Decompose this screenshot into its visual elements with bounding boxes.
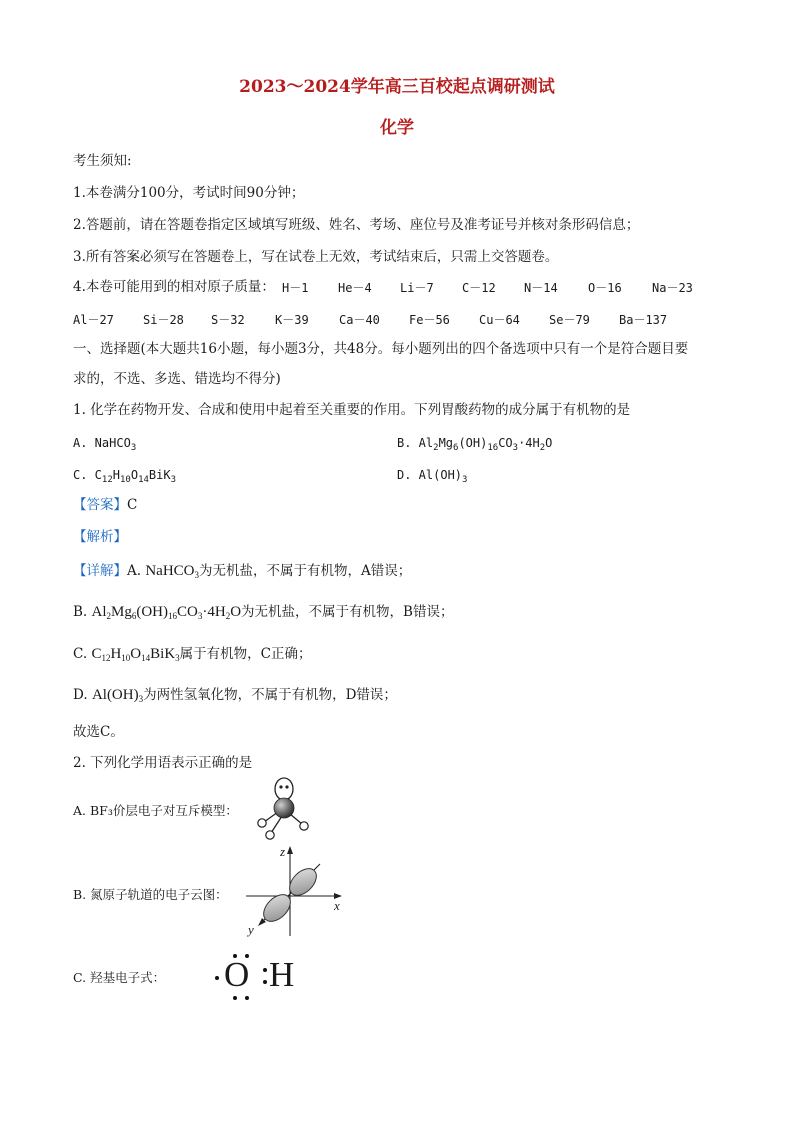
bond-right bbox=[290, 814, 302, 824]
answer-label: 【答案】 bbox=[73, 497, 127, 513]
mass-fe: Fe－56 bbox=[409, 313, 450, 327]
q1-option-b: B. $Al_2Mg_6(OH)_{16}CO_3\cdot 4H_2O$ bbox=[397, 436, 553, 453]
lewis-dot-bond-1 bbox=[263, 968, 267, 972]
q1-option-a-label: A. bbox=[73, 436, 88, 450]
hydroxyl-lewis-structure bbox=[212, 950, 308, 1004]
q1-conclusion: 故选C。 bbox=[73, 724, 124, 740]
mass-h: H－1 bbox=[282, 281, 309, 295]
bond-lower bbox=[271, 816, 282, 833]
exam-title: 2023～2024学年高三百校起点调研测试 bbox=[239, 77, 555, 97]
notice-item-2: 2.答题前，请在答题卷指定区域填写班级、姓名、考场、座位号及准考证号并核对条形码信息； bbox=[73, 217, 640, 233]
q1-option-a: A. NaHCO$_3$ bbox=[73, 436, 137, 453]
detail-b-text: 为无机盐，不属于有机物，B错误； bbox=[241, 604, 454, 620]
outer-atom-lower bbox=[266, 831, 274, 839]
mass-li: Li－7 bbox=[400, 281, 434, 295]
mass-al: Al－27 bbox=[73, 313, 114, 327]
mass-k: K－39 bbox=[275, 313, 309, 327]
section-heading-line-2: 求的，不选、多选、错选均不得分) bbox=[73, 371, 281, 387]
notice-item-3: 3.所有答案必须写在答题卷上，写在试卷上无效，考试结束后，只需上交答题卷。 bbox=[73, 249, 559, 265]
q1-option-c-label: C. bbox=[73, 468, 88, 482]
section-heading-line-1: 一、选择题(本大题共16小题，每小题3分，共48分。每小题列出的四个备选项中只有一个是符合题目要 bbox=[73, 341, 689, 357]
atomic-masses-row-1 bbox=[282, 279, 693, 297]
q1-detail-d bbox=[73, 686, 397, 708]
outer-atom-left bbox=[258, 819, 266, 827]
question-1-stem: 1. 化学在药物开发、合成和使用中起着至关重要的作用。下列胃酸药物的成分属于有机物的是 bbox=[73, 402, 631, 418]
q1-analysis bbox=[73, 528, 127, 546]
q1-option-d: D. $Al(OH)_3$ bbox=[397, 468, 468, 485]
q1-detail-b bbox=[73, 603, 453, 625]
q1-option-b-label: B. bbox=[397, 436, 412, 450]
outer-atom-right bbox=[300, 822, 308, 830]
axis-z-label: z bbox=[280, 844, 286, 859]
q1-answer bbox=[73, 496, 137, 514]
analysis-label: 【解析】 bbox=[73, 529, 127, 545]
notice-heading: 考生须知: bbox=[73, 153, 132, 169]
q2-option-b: B. 氮原子轨道的电子云图： bbox=[73, 887, 228, 902]
notice-item-4 bbox=[73, 278, 275, 296]
detail-c-prefix: C. bbox=[73, 646, 88, 662]
mass-ca: Ca－40 bbox=[339, 313, 380, 327]
mass-se: Se－79 bbox=[549, 313, 590, 327]
vsepr-model-figure bbox=[252, 776, 312, 842]
detail-c-text: 属于有机物，C正确； bbox=[179, 646, 312, 662]
q2-option-a: A. BF₃价层电子对互斥模型： bbox=[73, 803, 238, 818]
detail-d-text: 为两性氢氧化物，不属于有机物，D错误； bbox=[143, 687, 397, 703]
detail-d-prefix: D. bbox=[73, 687, 88, 703]
q1-detail-c bbox=[73, 645, 312, 667]
axis-x-label: x bbox=[334, 898, 340, 913]
detail-a-text: 为无机盐，不属于有机物，A错误； bbox=[199, 563, 412, 579]
subject-title: 化学 bbox=[380, 118, 414, 138]
q1-option-d-label: D. bbox=[397, 468, 412, 482]
mass-o: O－16 bbox=[588, 281, 622, 295]
q2-option-c: C. 羟基电子式： bbox=[73, 970, 166, 985]
detail-a-prefix: A. bbox=[127, 563, 142, 579]
detail-label: 【详解】 bbox=[73, 563, 127, 579]
lone-pair-dot-2 bbox=[285, 785, 288, 788]
p-orbital-figure bbox=[240, 842, 346, 938]
formula-hydrotalcite: $Al_2Mg_6(OH)_{16}CO_3\cdot 4H_2O$ bbox=[91, 604, 242, 621]
lewis-dot-bottom-2 bbox=[245, 996, 249, 1000]
lone-pair-lobe bbox=[275, 778, 293, 800]
lewis-dot-bond-2 bbox=[263, 980, 267, 984]
mass-cu: Cu－64 bbox=[479, 313, 520, 327]
notice-item-1: 1.本卷满分100分，考试时间90分钟； bbox=[73, 185, 305, 201]
lewis-oxygen: O bbox=[224, 955, 250, 994]
mass-s: S－32 bbox=[211, 313, 245, 327]
detail-b-prefix: B. bbox=[73, 604, 88, 620]
formula-nahco3: NaHCO$_3$ bbox=[145, 563, 200, 580]
formula-aloh3: $Al(OH)_3$ bbox=[91, 687, 144, 704]
notice-item-4-label: 4.本卷可能用到的相对原子质量： bbox=[73, 279, 275, 295]
mass-si: Si－28 bbox=[143, 313, 184, 327]
z-axis-arrow bbox=[287, 846, 293, 854]
answer-value: C bbox=[127, 497, 138, 513]
q1-option-c: C. $C_{12}H_{10}O_{14}BiK_3$ bbox=[73, 468, 177, 485]
atomic-masses-row-2 bbox=[73, 311, 667, 329]
q1-detail-a bbox=[73, 562, 411, 584]
axis-y-label: y bbox=[248, 922, 254, 937]
mass-c: C－12 bbox=[462, 281, 496, 295]
formula-bismuth-citrate: $C_{12}H_{10}O_{14}BiK_3$ bbox=[91, 646, 180, 663]
question-2-stem: 2. 下列化学用语表示正确的是 bbox=[73, 755, 253, 771]
lewis-dot-bottom-1 bbox=[233, 996, 237, 1000]
mass-ba: Ba－137 bbox=[619, 313, 668, 327]
central-atom bbox=[274, 798, 294, 818]
lone-pair-dot-1 bbox=[279, 785, 282, 788]
mass-na: Na－23 bbox=[652, 281, 693, 295]
mass-n: N－14 bbox=[524, 281, 558, 295]
lewis-hydrogen: H bbox=[269, 955, 295, 994]
lewis-dot-left bbox=[215, 976, 219, 980]
mass-he: He－4 bbox=[338, 281, 372, 295]
